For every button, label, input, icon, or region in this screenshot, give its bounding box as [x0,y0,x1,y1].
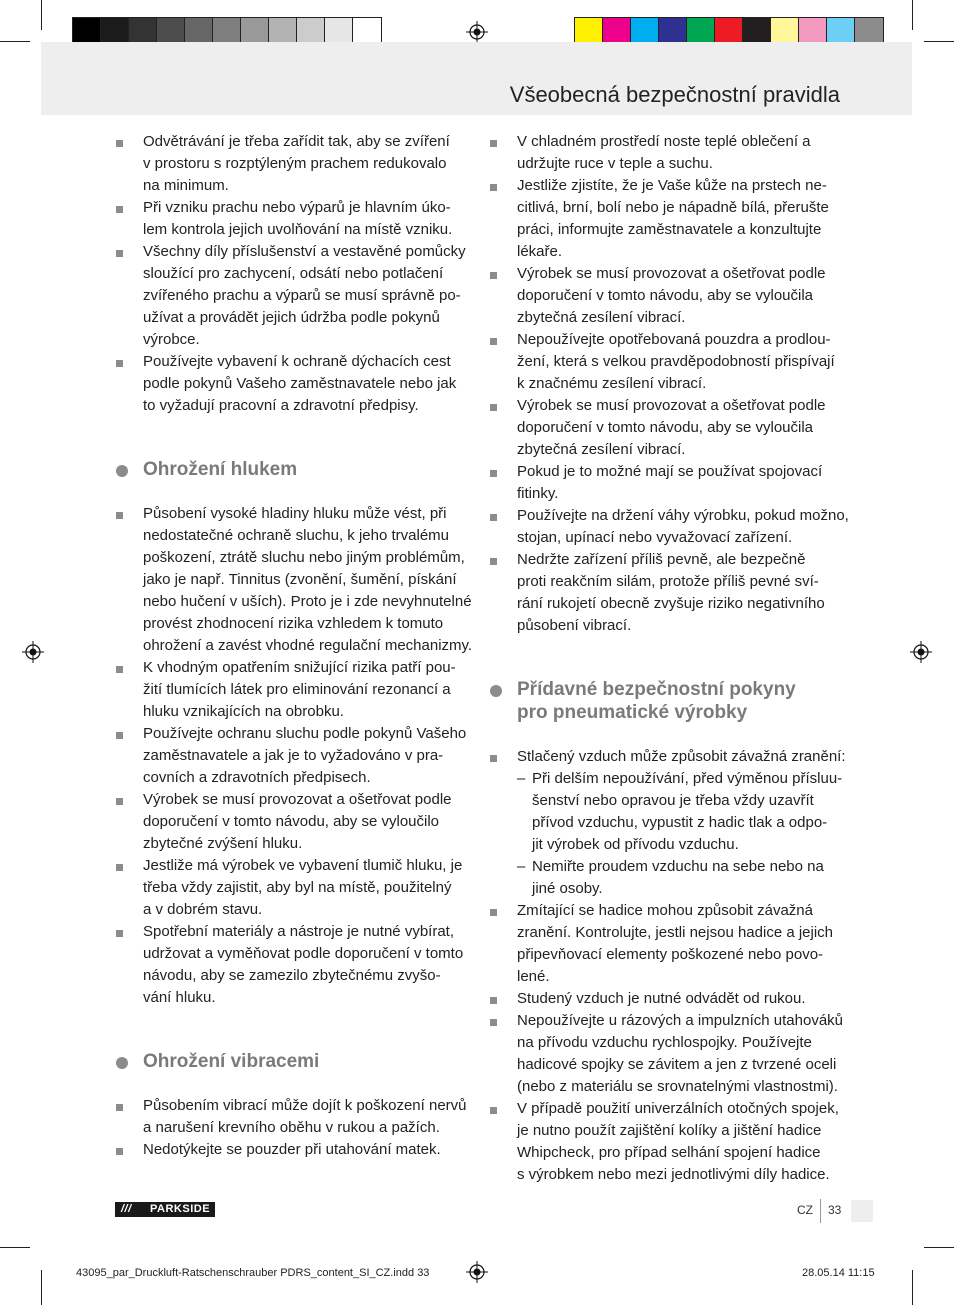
text-line: působení vibrací. [517,617,632,634]
page-number-divider [820,1199,821,1223]
page-number: 33 [828,1203,842,1217]
bullet-item [490,329,850,395]
bullet-item [116,351,476,417]
bullet-item [490,505,850,549]
crop-mark [924,1247,954,1248]
text-line: udržovat a vyměňovat podle doporučení v tomto [143,945,464,962]
right-column [490,131,850,1186]
text-line: Whipcheck, pro případ selhání spojení hadice [517,1144,821,1161]
registration-mark-icon [466,1261,488,1283]
bullet-item [116,789,476,855]
text-line: užívat a provádět jejich údržba podle pokynů [143,309,440,326]
square-bullet-icon [490,184,497,191]
text-line: sloužící pro zachycení, odsátí nebo potlačení [143,265,444,282]
square-bullet-icon [490,755,497,762]
bullet-item [116,855,476,921]
square-bullet-icon [490,558,497,565]
text-line: Působením vibrací může dojít k poškození nervů [143,1097,467,1114]
text-line: Přídavné bezpečnostní pokyny [517,679,796,700]
square-bullet-icon [116,206,123,213]
dash-marker: – [517,858,526,875]
logo-text: PARKSIDE [150,1203,211,1215]
text-line: žení, která s velkou pravděpodobností přispívají [517,353,835,370]
text-line: jit výrobek od přívodu vzduchu. [532,836,739,853]
crop-mark [0,41,30,42]
bullet-item [116,1095,476,1139]
text-line: Používejte vybavení k ochraně dýchacích cest [143,353,451,370]
text-line: lékaře. [517,243,563,260]
bullet-item [490,395,850,461]
text-line: to vyžadují pracovní a zdravotní předpisy. [143,397,419,414]
text-line: K vhodným opatřením snižující rizika patří pou- [143,659,456,676]
text-line: Nemiřte proudem vzduchu na sebe nebo na [532,858,824,875]
text-line: Jestliže má výrobek ve vybavení tlumič hluku, je [143,857,463,874]
dash-sub-item [490,856,850,900]
text-line: jiné osoby. [532,880,603,897]
bullet-item [490,549,850,637]
text-line: doporučení v tomto návodu, aby se vyloučila [517,287,814,304]
text-line: zaměstnavatele a jak je to vyžadováno v pra- [143,747,444,764]
square-bullet-icon [116,512,123,519]
bullet-item [116,1139,476,1161]
text-line: zranění. Kontrolujte, jestli nejsou hadice a jejich [517,924,834,941]
square-bullet-icon [116,1148,123,1155]
text-line: na minimum. [143,177,229,194]
square-bullet-icon [116,250,123,257]
text-line: nebo hučení v uších). Proto je i zde nevyhnutelné [143,593,472,610]
left-column [116,131,476,1161]
circle-bullet-icon [116,1057,128,1069]
text-line: Výrobek se musí provozovat a ošetřovat podle [143,791,452,808]
text-line: na přívodu vzduchu rychlospojky. Používejte [517,1034,812,1051]
text-line: Výrobek se musí provozovat a ošetřovat podle [517,397,826,414]
text-line: Zmítající se hadice mohou způsobit závažná [517,902,813,919]
square-bullet-icon [490,140,497,147]
text-line: k značnému zesílení vibrací. [517,375,707,392]
text-line: vání hluku. [143,989,216,1006]
text-line: doporučení v tomto návodu, aby se vyloučilo [143,813,440,830]
text-line: covních a zdravotních předpisech. [143,769,371,786]
square-bullet-icon [116,864,123,871]
bullet-item [490,746,850,768]
text-line: ohrožení a zavést vhodné regulační mechanizmy. [143,637,473,654]
text-line: šenství nebo opravou je třeba vždy uzavřít [532,792,814,809]
dash-sub-item [490,768,850,856]
bullet-item [490,175,850,263]
circle-bullet-icon [116,465,128,477]
date-slug: 28.05.14 11:15 [802,1267,875,1279]
text-line: Používejte na držení váhy výrobku, pokud možno, [517,507,849,524]
square-bullet-icon [490,404,497,411]
text-line: Působení vysoké hladiny hluku může vést, při [143,505,447,522]
text-line: Pokud je to možné mají se používat spojovací [517,463,823,480]
text-line: s výrobkem nebo mezi jednotlivými díly hadice. [517,1166,830,1183]
square-bullet-icon [116,666,123,673]
text-line: Stlačený vzduch může způsobit závažná zranění: [517,748,846,765]
text-line: V chladném prostředí noste teplé oblečení a [517,133,811,150]
text-line: poškození, ztrátě sluchu nebo jiným problémům, [143,549,465,566]
crop-mark [924,41,954,42]
heading-text: Ohrožení hlukem [143,459,298,480]
text-line: Při delším nepoužívání, před výměnou přísluu- [532,770,843,787]
bullet-item [116,131,476,197]
text-line: udržujte ruce v teple a suchu. [517,155,713,172]
text-line: přívod vzduchu, vypustit z hadic tlak a odpo- [532,814,828,831]
file-slug: 43095_par_Druckluft-Ratschenschrauber PDRS_content_SI_CZ.indd 33 [76,1267,430,1279]
crop-mark [0,1247,30,1248]
bullet-item [116,503,476,657]
square-bullet-icon [490,1107,497,1114]
text-line: Výrobek se musí provozovat a ošetřovat podle [517,265,826,282]
square-bullet-icon [490,997,497,1004]
text-line: v prostoru s rozptýleným prachem redukovalo [143,155,447,172]
text-line: a narušení krevního oběhu v rukou a pažích. [143,1119,440,1136]
bullet-item [116,197,476,241]
text-line: lené. [517,968,550,985]
crop-mark [912,0,913,30]
bullet-item [490,461,850,505]
square-bullet-icon [490,272,497,279]
square-bullet-icon [116,930,123,937]
text-line: proti reakčním silám, protože příliš pevné sví- [517,573,819,590]
text-line: zbytečné zvýšení hluku. [143,835,303,852]
square-bullet-icon [490,1019,497,1026]
text-line: doporučení v tomto návodu, aby se vyloučila [517,419,814,436]
page-number-tab [851,1200,873,1222]
logo-slashes: /// [121,1203,132,1215]
section-heading-noise [116,458,476,481]
bullet-item [490,900,850,988]
text-line: zvířeného prachu a výparů se musí správně po- [143,287,461,304]
registration-mark-icon [910,641,932,663]
text-line: pro pneumatické výrobky [517,702,748,723]
square-bullet-icon [490,338,497,345]
registration-mark-icon [466,21,488,43]
text-line: Spotřební materiály a nástroje je nutné vybírat, [143,923,455,940]
bullet-item [116,921,476,1009]
text-line: Nedržte zařízení příliš pevně, ale bezpečně [517,551,806,568]
text-line: provést zhodnocení rizika vzhledem k tomuto [143,615,444,632]
square-bullet-icon [490,514,497,521]
text-line: Jestliže zjistíte, že je Vaše kůže na prstech ne- [517,177,827,194]
text-line: Nepoužívejte u rázových a impulzních utahováků [517,1012,844,1029]
text-line: žití tlumících látek pro eliminování rezonancí a [143,681,451,698]
text-line: Studený vzduch je nutné odvádět od rukou. [517,990,806,1007]
text-line: rání rukojetí obecně zvyšuje riziko negativního [517,595,825,612]
bullet-item [490,131,850,175]
section-heading-vibration [116,1050,476,1073]
square-bullet-icon [116,732,123,739]
dash-marker: – [517,770,526,787]
bullet-item [116,657,476,723]
square-bullet-icon [116,360,123,367]
bullet-item [490,263,850,329]
text-line: citlivá, brní, bolí nebo je nápadně bílá, přerušte [517,199,829,216]
crop-mark [912,1270,913,1305]
bullet-item [116,723,476,789]
text-line: Nepoužívejte opotřebovaná pouzdra a prodlou- [517,331,831,348]
text-line: Používejte ochranu sluchu podle pokynů Vašeho [143,725,467,742]
text-line: hluku vznikajících na obrobku. [143,703,344,720]
section-heading-pneumatic [490,678,850,724]
bullet-item [490,988,850,1010]
bullet-item [490,1098,850,1186]
text-line: práci, informujte zaměstnavatele a konzultujte [517,221,822,238]
text-line: lem kontrola jejich uvolňování na místě vzniku. [143,221,453,238]
crop-mark [41,1270,42,1305]
bullet-item [490,1010,850,1098]
text-line: návodu, aby se zamezilo zbytečnému zvyšo- [143,967,441,984]
text-line: připevňovací elementy poškozené nebo povo- [517,946,824,963]
text-line: je nutno použít zajištění kolíky a jištění hadice [517,1122,822,1139]
heading-text: Ohrožení vibracemi [143,1051,320,1072]
registration-mark-icon [22,641,44,663]
square-bullet-icon [116,140,123,147]
text-line: Všechny díly příslušenství a vestavěné pomůcky [143,243,466,260]
text-line: výrobce. [143,331,200,348]
bullet-item [116,241,476,351]
page-title: Všeobecná bezpečnostní pravidla [509,82,840,107]
crop-mark [41,0,42,30]
square-bullet-icon [116,798,123,805]
square-bullet-icon [490,909,497,916]
square-bullet-icon [490,470,497,477]
text-line: fitinky. [517,485,559,502]
circle-bullet-icon [490,685,502,697]
text-line: a v dobrém stavu. [143,901,263,918]
text-line: Odvětrávání je třeba zařídit tak, aby se zvíření [143,133,450,150]
square-bullet-icon [116,1104,123,1111]
text-line: (nebo z materiálu se srovnatelnými vlastnostmi). [517,1078,838,1095]
language-code: CZ [797,1203,813,1217]
text-line: nedostatečné ochraně sluchu, k jeho trvalému [143,527,450,544]
text-line: V případě použití univerzálních otočných spojek, [517,1100,839,1117]
text-line: jako je např. Tinnitus (zvonění, šumění, pískání [143,571,457,588]
text-line: hadicové spojky se závitem a jen z tvrzené oceli [517,1056,837,1073]
parkside-logo [115,1202,215,1217]
text-line: stojan, upínací nebo vyvažovací zařízení. [517,529,793,546]
text-line: podle pokynů Vašeho zaměstnavatele nebo jak [143,375,457,392]
text-line: třeba vždy zajistit, aby byl na místě, použitelný [143,879,452,896]
text-line: zbytečná zesílení vibrací. [517,441,686,458]
text-line: Při vzniku prachu nebo výparů je hlavním úko- [143,199,451,216]
text-line: Nedotýkejte se pouzder při utahování matek. [143,1141,441,1158]
text-line: zbytečná zesílení vibrací. [517,309,686,326]
